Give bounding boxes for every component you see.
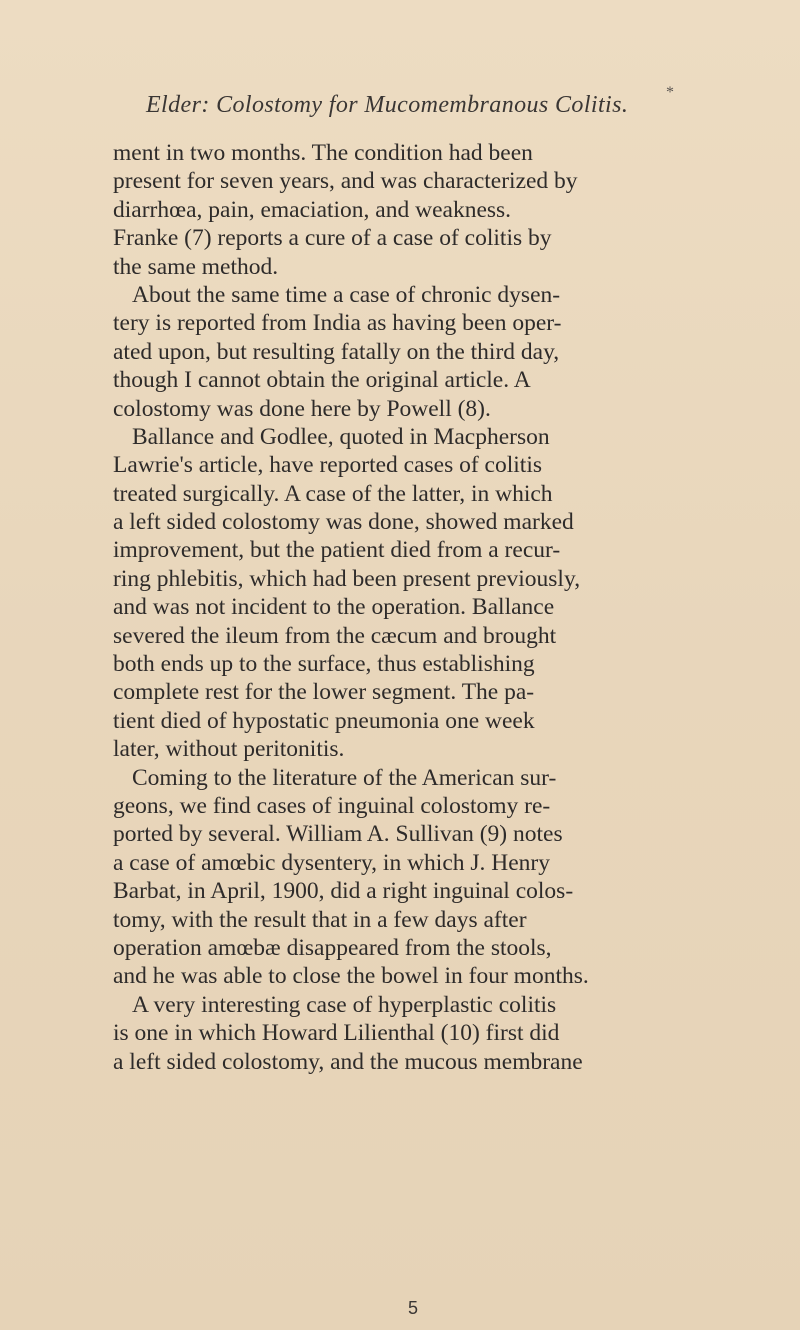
page-number: 5 bbox=[408, 1298, 419, 1318]
text-line: operation amœbæ disappeared from the stools, bbox=[113, 934, 552, 961]
text-line: ported by several. William A. Sullivan (9) notes bbox=[113, 821, 563, 848]
text-line: Coming to the literature of the American sur- bbox=[132, 764, 557, 791]
text-line: geons, we find cases of inguinal colostomy re- bbox=[113, 792, 551, 819]
text-line: severed the ileum from the cæcum and brought bbox=[113, 622, 557, 649]
text-line: tomy, with the result that in a few days after bbox=[113, 906, 527, 933]
text-line: ment in two months. The condition had been bbox=[113, 140, 533, 166]
text-line: though I cannot obtain the original article. A bbox=[113, 367, 531, 394]
text-line: and he was able to close the bowel in four months. bbox=[113, 963, 589, 990]
text-line: and was not incident to the operation. Ballance bbox=[113, 594, 555, 621]
text-line: diarrhœa, pain, emaciation, and weakness. bbox=[113, 196, 512, 223]
text-line: A very interesting case of hyperplastic colitis bbox=[132, 991, 557, 1018]
text-line: the same method. bbox=[113, 253, 279, 280]
text-line: a left sided colostomy was done, showed marked bbox=[113, 509, 574, 536]
text-line: a case of amœbic dysentery, in which J. Henry bbox=[113, 849, 550, 876]
text-line: is one in which Howard Lilienthal (10) first did bbox=[113, 1020, 560, 1047]
corner-mark: * bbox=[666, 84, 674, 101]
text-line: a left sided colostomy, and the mucous membrane bbox=[113, 1048, 583, 1075]
body-text bbox=[113, 139, 713, 1076]
text-line: Barbat, in April, 1900, did a right inguinal colos- bbox=[113, 878, 574, 905]
text-line: complete rest for the lower segment. The pa- bbox=[113, 679, 535, 706]
text-line: colostomy was done here by Powell (8). bbox=[113, 395, 491, 422]
text-line: later, without peritonitis. bbox=[113, 736, 345, 763]
text-line: Ballance and Godlee, quoted in Macpherson bbox=[132, 423, 550, 450]
text-line: About the same time a case of chronic dysen- bbox=[132, 281, 561, 308]
text-line: Lawrie's article, have reported cases of colitis bbox=[113, 452, 543, 479]
text-line: tery is reported from India as having been oper- bbox=[113, 310, 562, 337]
text-line: Franke (7) reports a cure of a case of colitis by bbox=[113, 225, 552, 252]
text-line: treated surgically. A case of the latter, in which bbox=[113, 480, 553, 507]
text-line: ated upon, but resulting fatally on the third day, bbox=[113, 338, 560, 365]
running-header: Elder: Colostomy for Mucomembranous Colitis. bbox=[146, 92, 629, 118]
text-line: ring phlebitis, which had been present previously, bbox=[113, 565, 581, 592]
text-line: improvement, but the patient died from a recur- bbox=[113, 537, 561, 564]
text-line: both ends up to the surface, thus establishing bbox=[113, 651, 535, 678]
text-line: tient died of hypostatic pneumonia one week bbox=[113, 707, 535, 734]
text-line: present for seven years, and was characterized by bbox=[113, 168, 578, 195]
